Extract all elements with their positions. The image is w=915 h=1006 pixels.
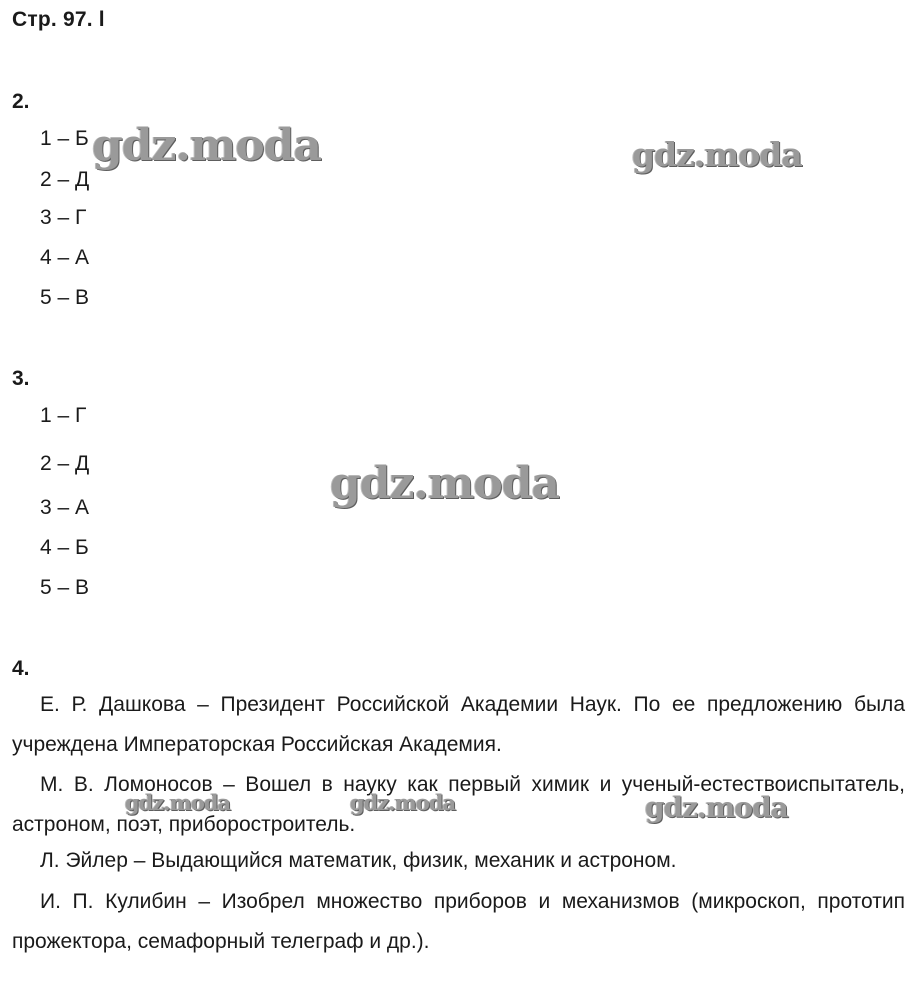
answer-line: 4 – А	[40, 246, 90, 269]
watermark-logo: gdz.moda	[330, 458, 560, 509]
answer-line: 5 – В	[40, 576, 90, 599]
watermark-logo: gdz.moda	[645, 791, 788, 824]
answer-line: 3 – Г	[40, 206, 87, 229]
watermark-logo: gdz.moda	[125, 790, 231, 815]
answer-line: 1 – Б	[40, 127, 89, 150]
paragraph-euler: Л. Эйлер – Выдающийся математик, физик, механик и астроном.	[40, 849, 677, 872]
paragraph-dashkova: Е. Р. Дашкова – Президент Российской Академии Наук. По ее предложению была учреждена Императорская Российская Академия.	[12, 693, 905, 756]
page-title: Стр. 97. l	[12, 8, 105, 31]
watermark-logo: gdz.moda	[92, 120, 322, 171]
paragraph-kulibin: И. П. Кулибин – Изобрел множество приборов и механизмов (микроскоп, прототип прожектора, семафорный телеграф и др.).	[12, 890, 905, 953]
answer-line: 4 – Б	[40, 536, 89, 559]
answer-line: 5 – В	[40, 286, 90, 309]
answer-line: 3 – А	[40, 496, 90, 519]
answer-line: 1 – Г	[40, 404, 87, 427]
section-number-3: 3.	[12, 367, 30, 390]
watermark-logo: gdz.moda	[632, 135, 802, 174]
answer-line: 2 – Д	[40, 168, 90, 191]
section-number-2: 2.	[12, 90, 30, 113]
section-number-4: 4.	[12, 657, 30, 680]
paragraph-lomonosov: М. В. Ломоносов – Вошел в науку как первый химик и ученый-естествоиспытатель, астроном, поэт, приборостроитель.	[12, 773, 905, 836]
watermark-logo: gdz.moda	[350, 790, 456, 815]
answer-line: 2 – Д	[40, 452, 90, 475]
